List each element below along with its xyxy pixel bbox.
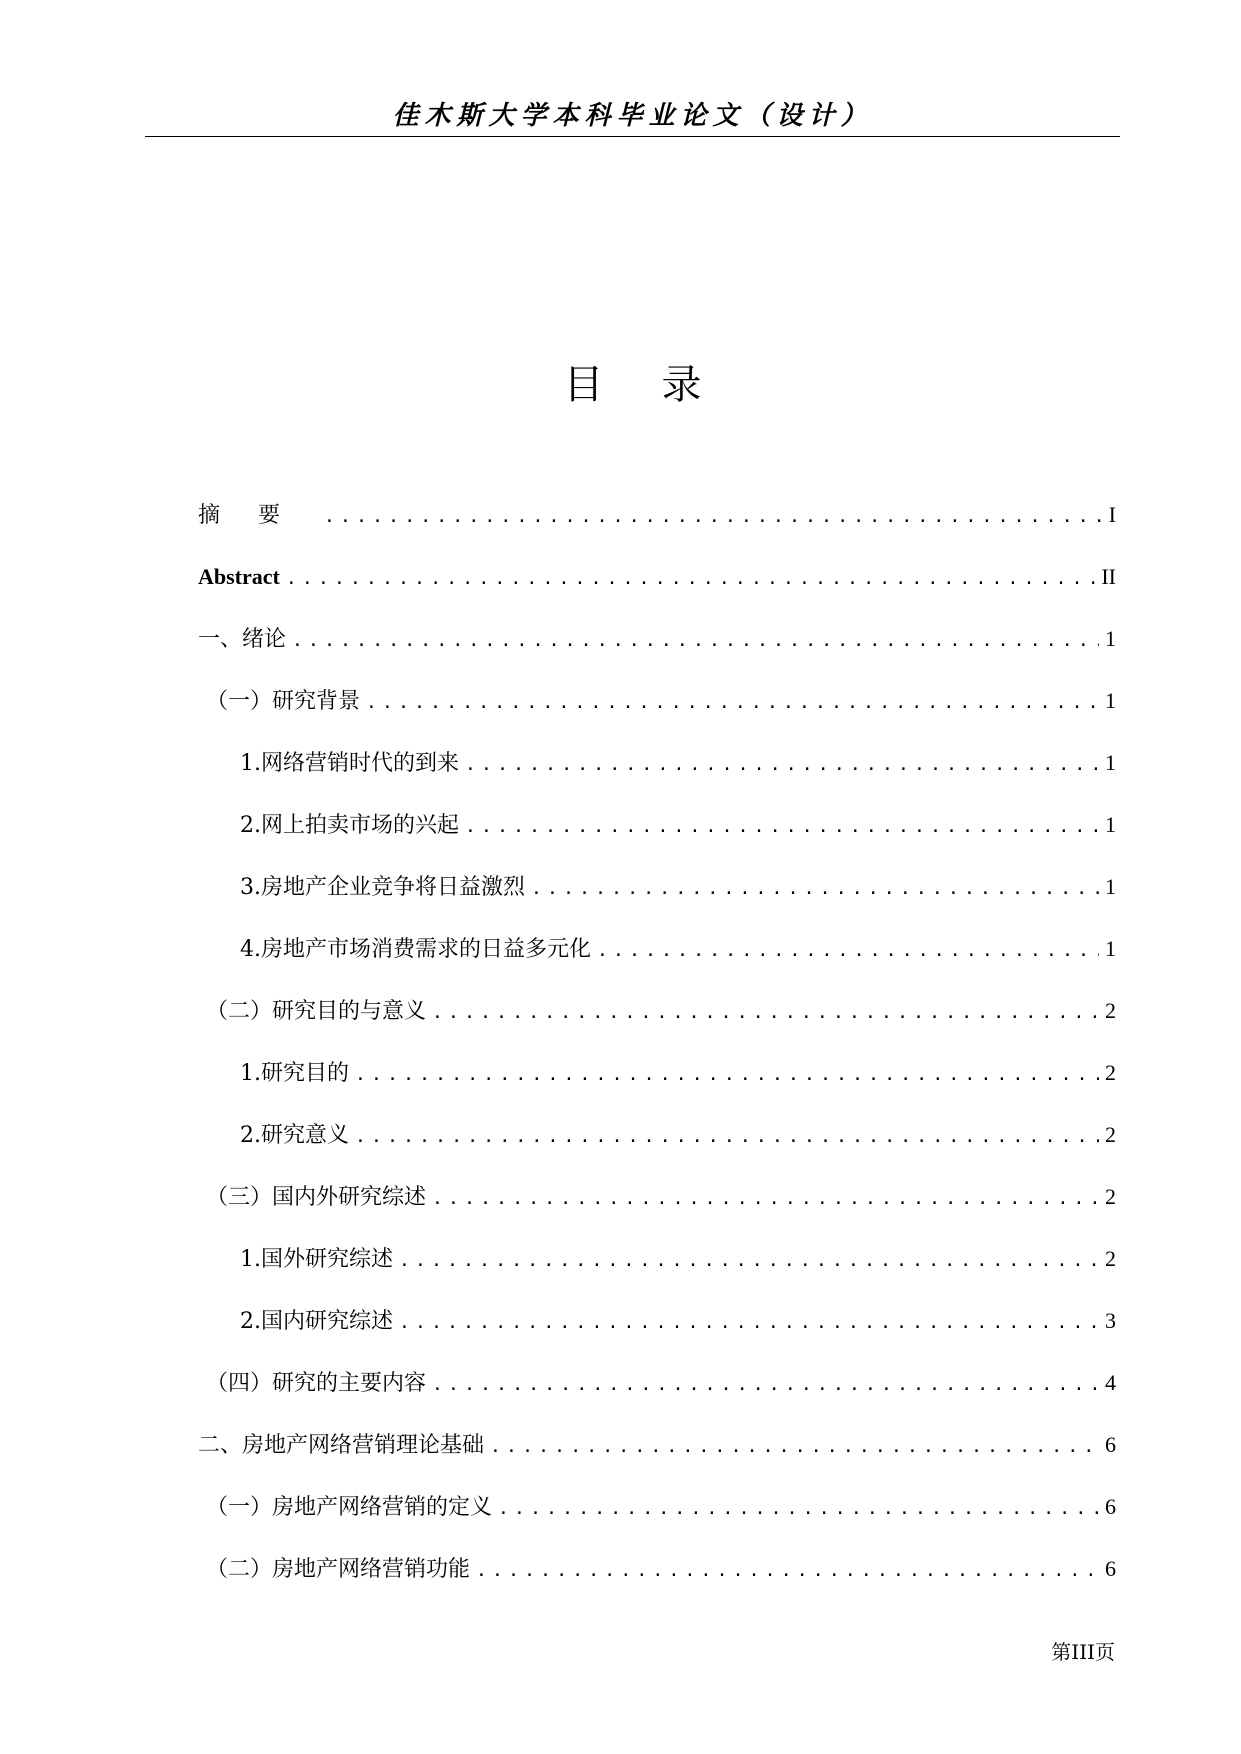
toc-entry-label: 1.研究目的 xyxy=(240,1061,349,1086)
toc-entry-section-2-1[interactable] xyxy=(198,1490,1116,1524)
toc-entry-label: 4.房地产市场消费需求的日益多元化 xyxy=(240,937,591,962)
toc-dot-leader xyxy=(366,686,1099,720)
toc-entry-page: 1 xyxy=(1105,626,1116,651)
header-divider xyxy=(145,136,1120,137)
toc-dot-leader xyxy=(399,1306,1099,1340)
toc-entry-subsection-1-3-1[interactable] xyxy=(198,1242,1116,1276)
toc-entry-page: 4 xyxy=(1105,1370,1116,1395)
toc-entry-section-1-1[interactable] xyxy=(198,684,1116,718)
toc-entry-page: 1 xyxy=(1105,688,1116,713)
toc-dot-leader xyxy=(432,996,1099,1030)
toc-entry-page: 2 xyxy=(1105,1184,1116,1209)
toc-entry-label: （三）国内外研究综述 xyxy=(206,1185,427,1210)
toc-dot-leader xyxy=(465,810,1099,844)
toc-entry-chapter-1[interactable] xyxy=(198,622,1116,656)
toc-entry-page: 3 xyxy=(1105,1308,1116,1333)
running-header-title: 佳木斯大学本科毕业论文（设计） xyxy=(392,101,873,131)
toc-entry-label: 1.网络营销时代的到来 xyxy=(240,751,459,776)
toc-entry-label: 2.国内研究综述 xyxy=(240,1309,393,1334)
toc-dot-leader xyxy=(286,562,1095,596)
toc-entry-section-2-2[interactable] xyxy=(198,1552,1116,1586)
toc-entry-abstract-en[interactable] xyxy=(198,560,1116,594)
toc-entry-page: 1 xyxy=(1105,750,1116,775)
toc-entry-chapter-2[interactable] xyxy=(198,1428,1116,1462)
toc-entry-label: 一、绪论 xyxy=(198,627,287,652)
toc-entry-label: Abstract xyxy=(198,564,280,589)
toc-entry-subsection-1-2-1[interactable] xyxy=(198,1056,1116,1090)
toc-entry-label: （四）研究的主要内容 xyxy=(206,1371,427,1396)
toc-dot-leader xyxy=(355,1120,1099,1154)
toc-entry-page: 6 xyxy=(1105,1494,1116,1519)
toc-dot-leader xyxy=(355,1058,1099,1092)
toc-entry-page: 2 xyxy=(1105,998,1116,1023)
toc-entry-label: 2.研究意义 xyxy=(240,1123,349,1148)
toc-entry-label: （二）房地产网络营销功能 xyxy=(206,1557,471,1582)
toc-entry-page: 2 xyxy=(1105,1246,1116,1271)
toc-entry-page: 1 xyxy=(1105,936,1116,961)
toc-entry-label: （二）研究目的与意义 xyxy=(206,999,427,1024)
toc-entry-page: I xyxy=(1108,502,1116,527)
toc-entry-abstract-cn[interactable] xyxy=(198,498,1116,532)
toc-dot-leader xyxy=(498,1492,1099,1526)
toc-dot-leader xyxy=(476,1554,1099,1588)
toc-dot-leader xyxy=(597,934,1099,968)
toc-entry-page: 6 xyxy=(1105,1432,1116,1457)
toc-entry-label: 二、房地产网络营销理论基础 xyxy=(198,1433,485,1458)
toc-entry-page: 1 xyxy=(1105,874,1116,899)
toc-entry-page: 1 xyxy=(1105,812,1116,837)
toc-entry-label: （一）研究背景 xyxy=(206,689,361,714)
toc-dot-leader xyxy=(324,500,1103,534)
toc-entry-page: 2 xyxy=(1105,1060,1116,1085)
toc-entry-subsection-1-1-2[interactable] xyxy=(198,808,1116,842)
toc-entry-page: II xyxy=(1101,564,1116,589)
toc-dot-leader xyxy=(399,1244,1099,1278)
toc-entry-label: 3.房地产企业竞争将日益激烈 xyxy=(240,875,525,900)
toc-entry-subsection-1-3-2[interactable] xyxy=(198,1304,1116,1338)
toc-dot-leader xyxy=(432,1368,1099,1402)
toc-entry-label: （一）房地产网络营销的定义 xyxy=(206,1495,493,1520)
toc-dot-leader xyxy=(432,1182,1099,1216)
toc-entry-label: 1.国外研究综述 xyxy=(240,1247,393,1272)
page-number-footer: 第III页 xyxy=(1051,1640,1115,1664)
toc-dot-leader xyxy=(490,1430,1099,1464)
toc-dot-leader xyxy=(465,748,1099,782)
toc-entry-section-1-2[interactable] xyxy=(198,994,1116,1028)
toc-entry-section-1-4[interactable] xyxy=(198,1366,1116,1400)
toc-dot-leader xyxy=(531,872,1099,906)
toc-dot-leader xyxy=(292,624,1099,658)
toc-title: 目录 xyxy=(563,362,760,408)
toc-entry-subsection-1-1-1[interactable] xyxy=(198,746,1116,780)
toc-entry-page: 6 xyxy=(1105,1556,1116,1581)
toc-entry-subsection-1-2-2[interactable] xyxy=(198,1118,1116,1152)
toc-entry-label: 2.网上拍卖市场的兴起 xyxy=(240,813,459,838)
toc-entry-subsection-1-1-4[interactable] xyxy=(198,932,1116,966)
toc-entry-subsection-1-1-3[interactable] xyxy=(198,870,1116,904)
toc-entry-section-1-3[interactable] xyxy=(198,1180,1116,1214)
toc-entry-page: 2 xyxy=(1105,1122,1116,1147)
toc-entry-label: 摘要 xyxy=(198,503,319,528)
